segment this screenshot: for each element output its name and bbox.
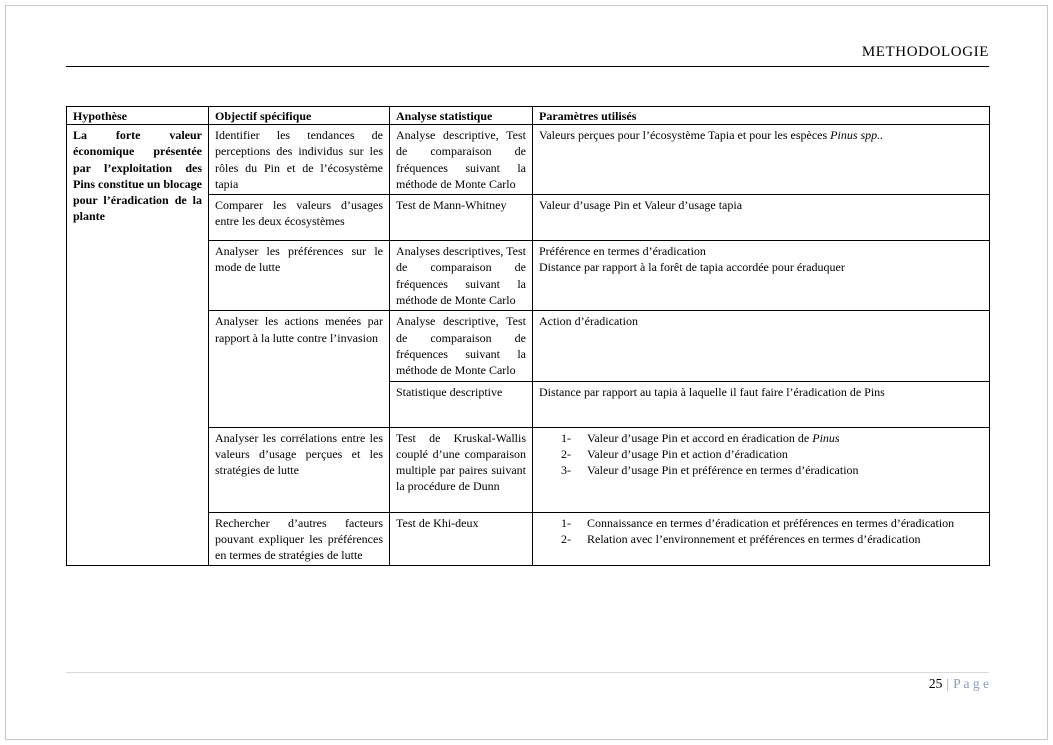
parametres-line: Distance par rapport à la forêt de tapia accordée pour éraduquer [539,260,845,275]
objectif-cell: Identifier les tendances de perceptions des individus sur les rôles du Pin et de l’écosystème tapia [209,125,390,195]
analyse-cell: Statistique descriptive [390,381,533,427]
objectif-cell: Analyser les préférences sur le mode de lutte [209,241,390,311]
list-item-number: 3- [561,463,571,478]
objectif-cell: Analyser les actions menées par rapport à la lutte contre l’invasion [209,311,390,427]
document-page [5,5,1048,740]
page-number: 25 [928,676,943,691]
methodology-table [66,106,990,566]
page-footer [66,676,989,692]
table-row [67,125,990,195]
parametres-cell: Valeur d’usage Pin et Valeur d’usage tapia [533,195,990,241]
parametres-cell [533,512,990,566]
objectif-cell: Rechercher d’autres facteurs pouvant expliquer les préférences en termes de stratégies de lutte [209,512,390,566]
parametres-cell: Action d’éradication [533,311,990,381]
analyse-cell: Analyses descriptives, Test de comparaison de fréquences suivant la méthode de Monte Carlo [390,241,533,311]
list-item-text: Valeur d’usage Pin et préférence en termes d’éradication [587,463,859,478]
column-header-analyse: Analyse statistique [390,107,533,125]
list-item-number: 2- [561,446,571,461]
column-header-objectif: Objectif spécifique [209,107,390,125]
parametres-species-italic: Pinus spp.. [830,128,884,142]
parametres-list-item [539,462,983,478]
list-item-text: Valeur d’usage Pin et action d’éradication [587,446,788,461]
page-header-title: METHODOLOGIE [66,44,989,67]
list-item-text: Relation avec l’environnement et préférences en termes d’éradication [587,531,921,546]
parametres-list-item [539,430,983,446]
column-header-parametres: Paramètres utilisés [533,107,990,125]
hypothesis-cell: La forte valeur économique présentée par l’exploitation des Pins constitue un blocage pour l’éradication de la plante [67,125,209,566]
parametres-cell [533,125,990,195]
parametres-line: Préférence en termes d’éradication [539,244,706,259]
footer-rule [66,672,989,673]
parametres-cell: Distance par rapport au tapia à laquelle il faut faire l’éradication de Pins [533,381,990,427]
analyse-cell: Test de Mann-Whitney [390,195,533,241]
table-header-row [67,107,990,125]
list-item-number: 1- [561,430,571,445]
analyse-cell: Test de Khi-deux [390,512,533,566]
list-item-text: Connaissance en termes d’éradication et préférences en termes d’éradication [587,515,955,530]
list-item-italic: Pinus [812,430,840,445]
analyse-cell: Analyse descriptive, Test de comparaison de fréquences suivant la méthode de Monte Carlo [390,311,533,381]
parametres-text: Valeurs perçues pour l’écosystème Tapia et pour les espèces [539,128,831,142]
objectif-cell: Comparer les valeurs d’usages entre les deux écosystèmes [209,195,390,241]
parametres-list-item [539,446,983,462]
list-item-text: Valeur d’usage Pin et accord en éradication de [587,430,813,445]
footer-separator: | [946,676,950,691]
page-label: P a g e [953,676,989,691]
objectif-cell: Analyser les corrélations entre les valeurs d’usage perçues et les stratégies de lutte [209,427,390,512]
column-header-hypothese: Hypothèse [67,107,209,125]
list-item-number: 1- [561,515,571,530]
parametres-list-item [539,515,983,531]
parametres-list-item [539,531,983,547]
list-item-number: 2- [561,531,571,546]
parametres-cell [533,241,990,311]
parametres-cell [533,427,990,512]
analyse-cell: Analyse descriptive, Test de comparaison de fréquences suivant la méthode de Monte Carlo [390,125,533,195]
analyse-cell: Test de Kruskal-Wallis couplé d’une comparaison multiple par paires suivant la procédure de Dunn [390,427,533,512]
